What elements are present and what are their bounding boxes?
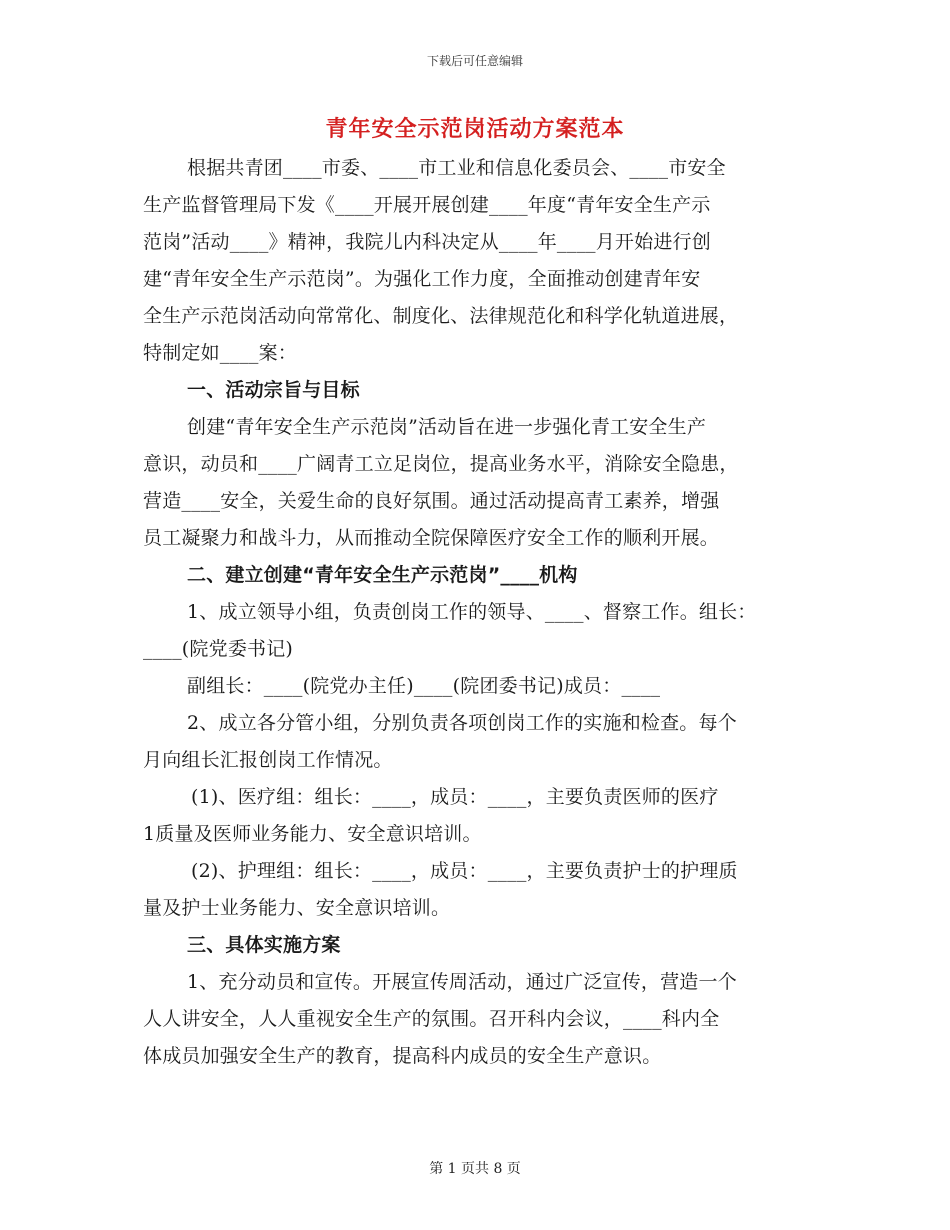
paragraph-line: 生产监督管理局下发《____开展开展创建____年度“青年安全生产示	[143, 194, 711, 216]
page-footer: 第 1 页共 8 页	[429, 1161, 521, 1177]
paragraph-line: 创建“青年安全生产示范岗”活动旨在进一步强化青工安全生产	[187, 416, 707, 438]
paragraph-line: 副组长：____(院党办主任)____(院团委书记)成员：____	[187, 675, 661, 697]
paragraph-line: 1质量及医师业务能力、安全意识培训。	[143, 823, 482, 845]
paragraph-line: 意识，动员和____广阔青工立足岗位，提高业务水平，消除安全隐患，	[143, 453, 739, 475]
paragraph-line: 员工凝聚力和战斗力，从而推动全院保障医疗安全工作的顺利开展。	[143, 527, 720, 549]
document-title: 青年安全示范岗活动方案范本	[325, 117, 625, 142]
document-body	[143, 150, 833, 1075]
paragraph-line: 全生产示范岗活动向常常化、制度化、法律规范化和科学化轨道进展，	[143, 305, 739, 327]
paragraph-line: 范岗”活动____》精神，我院儿内科决定从____年____月开始进行创	[143, 231, 711, 253]
paragraph-line: 1、成立领导小组，负责创岗工作的领导、____、督察工作。组长：	[187, 601, 757, 623]
paragraph-line: 1、充分动员和宣传。开展宣传周活动，通过广泛宣传，营造一个	[187, 971, 737, 993]
paragraph-line: ____(院党委书记)	[143, 638, 294, 660]
section-heading: 一、活动宗旨与目标	[187, 379, 360, 401]
paragraph-line: 营造____安全，关爱生命的良好氛围。通过活动提高青工素养，增强	[143, 490, 720, 512]
paragraph-line: 量及护士业务能力、安全意识培训。	[143, 897, 451, 919]
paragraph-line: 人人讲安全，人人重视安全生产的氛围。召开科内会议，____科内全	[143, 1008, 720, 1030]
paragraph-line: 建“青年安全生产示范岗”。为强化工作力度，全面推动创建青年安	[143, 268, 701, 290]
section-heading: 二、建立创建“青年安全生产示范岗”____机构	[187, 564, 578, 586]
paragraph-line: 特制定如____案：	[143, 342, 298, 364]
paragraph-line: 体成员加强安全生产的教育，提高科内成员的安全生产意识。	[143, 1045, 662, 1067]
paragraph-line: 2、成立各分管小组，分别负责各项创岗工作的实施和检查。每个	[187, 712, 737, 734]
section-heading: 三、具体实施方案	[187, 934, 341, 956]
paragraph-line: (1)、医疗组：组长：____，成员：____，主要负责医师的医疗	[191, 786, 719, 808]
page-header-note: 下载后可任意编辑	[426, 54, 523, 68]
paragraph-line: 根据共青团____市委、____市工业和信息化委员会、____市安全	[187, 157, 726, 179]
paragraph-line: 月向组长汇报创岗工作情况。	[143, 749, 393, 771]
paragraph-line: (2)、护理组：组长：____，成员：____，主要负责护士的护理质	[191, 860, 738, 882]
